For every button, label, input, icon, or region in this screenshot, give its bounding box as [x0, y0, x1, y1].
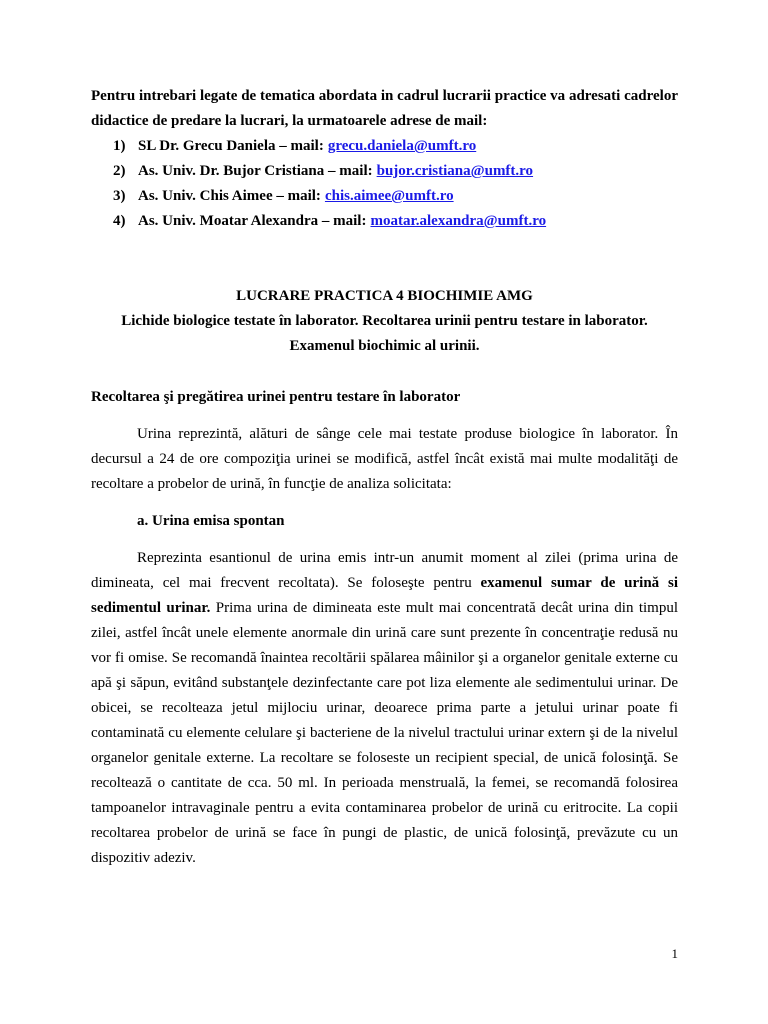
document-title-block: [91, 284, 678, 359]
email-link[interactable]: grecu.daniela@umft.ro: [327, 138, 477, 154]
contact-item: [113, 209, 673, 234]
paragraph-text: Prima urina de dimineata este mult mai concentrată decât urina din timpul zilei, astfel încât unele elemente anormale din urină care sunt prezente în concentraţie redusă nu vor fi omise. Se recomandă înaintea recoltării spălarea mâinilor şi a organelor genitale externe cu apă şi săpun, evitând substanţele dezinfectante care pot liza elemente ale sedimentului urinar. De obicei, se recolteaza jetul mijlociu urinar, deoarece prima parte a jetului urinar poate fi contaminată cu elemente celulare şi bacteriene de la nivelul tractului urinar extern şi de la nivelul organelor genitale externe. La recoltare se foloseste un recipient special, de unică folosinţă. Se recoltează o cantitate de cca. 50 ml. In perioada menstruală, la femei, se recomandă folosirea tampoanelor intravaginale pentru a evita contaminarea probelor de urină cu eritrocite. La copii recoltarea probelor de urină se face în pungi de plastic, de unică folosinţă, prevăzute cu un dispozitiv adeziv.: [91, 600, 679, 866]
page-number: 1: [671, 946, 678, 961]
contact-name: As. Univ. Dr. Bujor Cristiana – mail:: [138, 163, 373, 179]
intro-paragraph: Pentru intrebari legate de tematica abordata in cadrul lucrarii practice va adresati cadrelor didactice de predare la lucrari, la urmatoarele adrese de mail:: [91, 88, 678, 129]
paragraph-text: Reprezinta esantionul de urina emis intr-un anumit moment al zilei (prima urina de dimineata, cel mai frecvent recoltata). Se foloseşte pentru: [91, 550, 678, 591]
document-title: LUCRARE PRACTICA 4 BIOCHIMIE AMG: [236, 288, 533, 304]
contact-number: 3): [113, 188, 126, 204]
contact-name: SL Dr. Grecu Daniela – mail:: [138, 138, 324, 154]
contact-number: 2): [113, 163, 126, 179]
contact-number: 1): [113, 138, 126, 154]
contact-name: As. Univ. Chis Aimee – mail:: [138, 188, 321, 204]
section-heading: Recoltarea şi pregătirea urinei pentru testare în laborator: [91, 389, 461, 405]
contact-name: As. Univ. Moatar Alexandra – mail:: [138, 213, 367, 229]
body-paragraph-2: [91, 546, 678, 871]
contact-item: [113, 184, 673, 209]
subsection-heading: a. Urina emisa spontan: [137, 513, 285, 529]
document-subtitle: Lichide biologice testate în laborator. Recoltarea urinii pentru testare in laborator.: [121, 313, 648, 329]
contact-item: [113, 134, 673, 159]
contact-list: [113, 134, 673, 234]
email-link[interactable]: bujor.cristiana@umft.ro: [376, 163, 534, 179]
contact-number: 4): [113, 213, 126, 229]
email-link[interactable]: moatar.alexandra@umft.ro: [370, 213, 547, 229]
paragraph-bold-text: examenul sumar de urină si sedimentul urinar.: [91, 575, 678, 616]
contact-item: [113, 159, 673, 184]
email-link[interactable]: chis.aimee@umft.ro: [324, 188, 454, 204]
document-subtitle-2: Examenul biochimic al urinii.: [289, 338, 480, 354]
body-paragraph: Urina reprezintă, alături de sânge cele mai testate produse biologice în laborator. În decursul a 24 de ore compoziţia urinei se modifică, astfel încât există mai multe modalităţi de recoltare a probelor de urină, în funcţie de analiza solicitata:: [91, 426, 678, 492]
